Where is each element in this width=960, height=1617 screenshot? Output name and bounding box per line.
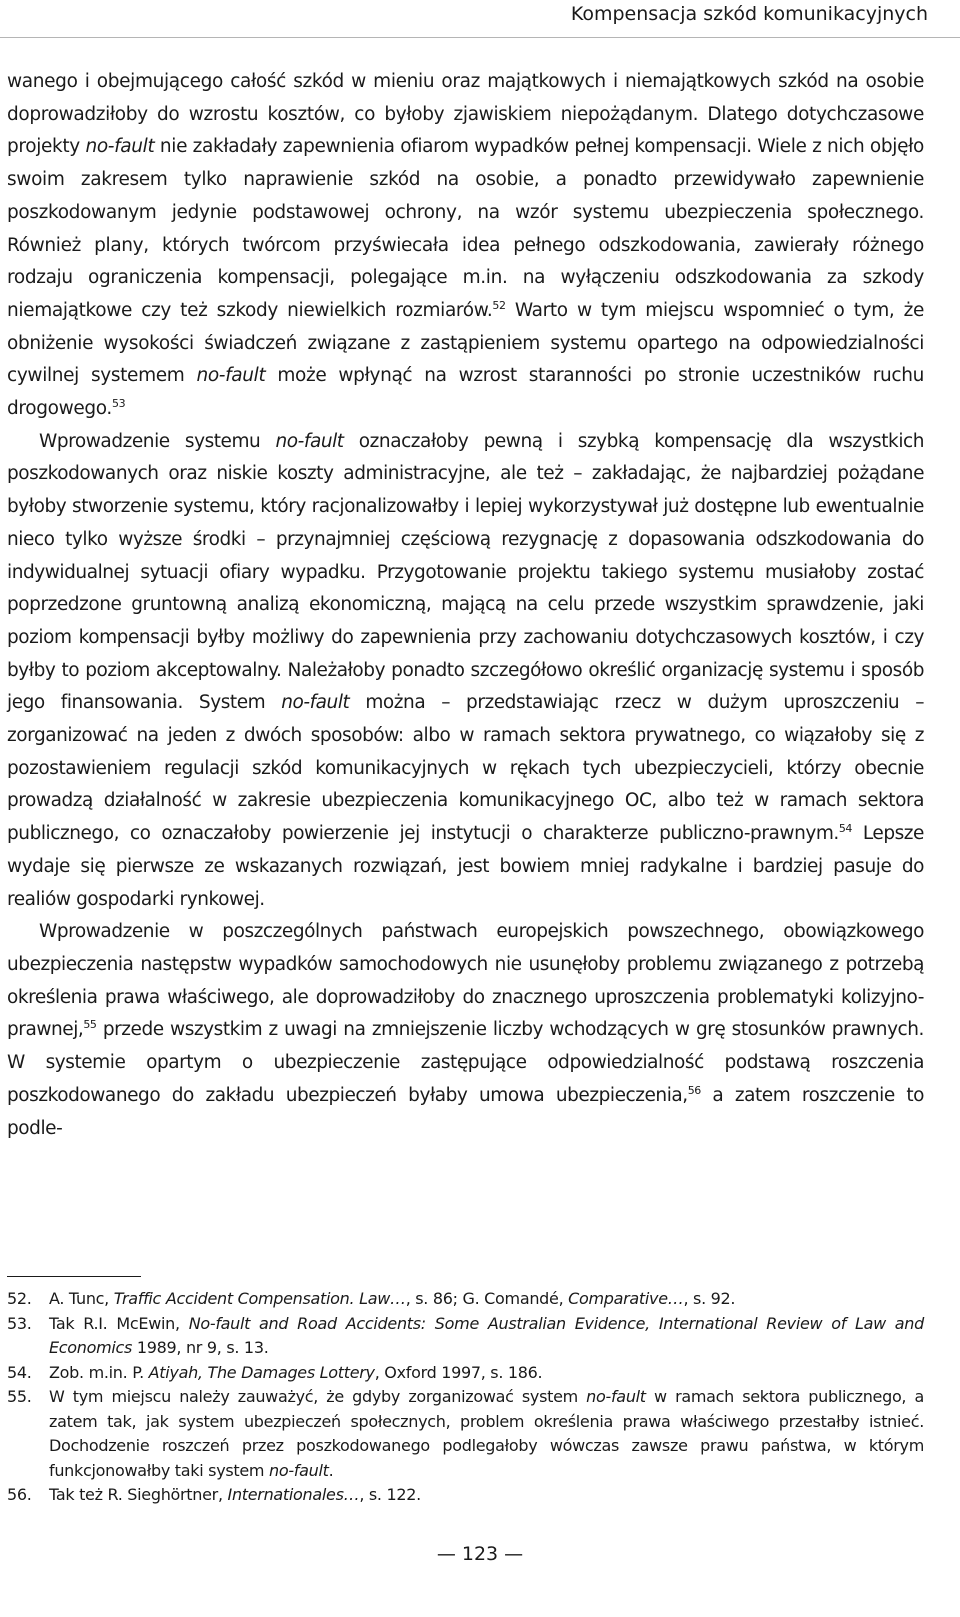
italic-text: no-fault [586, 1387, 646, 1406]
footnote [7, 1385, 924, 1483]
text-run: Tak też R. Sieghörtner, [49, 1485, 228, 1504]
page-number: — 123 — [436, 1543, 524, 1565]
italic-text: no-fault [269, 1460, 329, 1480]
text-run: Warto w tym miejscu wspomnieć o tym, że obniżenie wysokości świadczeń związane z zastąpieniem systemu opartego na odpowiedzialności cywilnej systemem [7, 299, 925, 387]
text-run: Wprowadzenie systemu [39, 430, 276, 452]
main-text [7, 66, 924, 1145]
text-run: może wpłynąć na wzrost staranności po stronie uczestników ruchu drogowego. [7, 365, 924, 420]
text-run: w ramach sektora publicznego, a zatem tak, jak system ubezpieczeń społecznych, problem określenia prawa właściwego przestałby istnieć. Dochodzenie roszczeń przez poszkodowanego podlegałoby wówczas zawsze prawu państwa, w którym funkcjonowałby taki system [49, 1387, 924, 1480]
text-run: , s. 92. [683, 1289, 736, 1308]
text-run: . [328, 1460, 334, 1480]
footnote [7, 1312, 924, 1361]
footnote-separator [7, 1276, 141, 1277]
footnote-reference: 54 [838, 822, 852, 836]
text-run: W tym miejscu należy zauważyć, że gdyby zorganizować system [49, 1387, 587, 1406]
text-run: nie zakładały zapewnienia ofiarom wypadków pełnej kompensacji. Wiele z nich objęło swoim zakresem tylko naprawienie szkód na osobie, a ponadto przewidywało zapewnienie poszkodowanym jedynie podstawowej ochrony, na wzór systemu ubezpieczenia społecznego. Również plany, których twórcom przyświecała idea pełnego odszkodowania, zawierały różnego rodzaju ograniczenia kompensacji, polegające m.in. na wyłączeniu odszkodowania za szkody niemajątkowe czy też szkody niewielkich rozmiarów. [7, 136, 924, 321]
footnote-reference: 53 [111, 397, 126, 411]
text-run: Tak R.I. McEwin, [49, 1313, 189, 1333]
italic-text: no-fault [281, 692, 350, 714]
footnote-text [49, 1361, 924, 1386]
text-run: Zob. m.in. P. [49, 1362, 149, 1382]
footnote-number: 55. [7, 1387, 32, 1406]
italic-text: Traffic Accident Compensation. Law… [113, 1289, 406, 1308]
header-rule [0, 37, 960, 38]
text-run: Lepsze wydaje się pierwsze ze wskazanych rozwiązań, jest bowiem mniej radykalne i bardziej pasuje do realiów gospodarki rynkowej. [7, 823, 924, 910]
footnote-number: 52. [7, 1289, 32, 1308]
footnote-number: 53. [7, 1313, 32, 1333]
footnote-number: 54. [7, 1362, 32, 1382]
italic-text: no-fault [196, 365, 266, 387]
paragraph [7, 426, 924, 917]
italic-text: Internationales… [227, 1485, 360, 1504]
italic-text: no-fault [85, 136, 155, 158]
paragraph [7, 916, 924, 1145]
text-run: , s. 122. [359, 1485, 421, 1504]
footnote-text [49, 1287, 924, 1312]
italic-text: no-fault [275, 430, 344, 452]
italic-text: Comparative… [568, 1289, 684, 1308]
text-run: Wprowadzenie w poszczególnych państwach europejskich powszechnego, obowiązkowego ubezpieczenia następstw wypadków samochodowych nie usunęłoby problemu związanego z potrzebą określenia prawa właściwego, ale doprowadziłoby do znacznego uproszczenia problematyki kolizyjno-prawnej, [7, 921, 924, 1041]
footnote [7, 1483, 924, 1508]
text-run: wanego i obejmującego całość szkód w mieniu oraz majątkowych i niemajątkowych szkód na osobie doprowadziłoby do wzrostu kosztów, co byłoby zjawiskiem niepożądanym. Dlatego dotychczasowe projekty [7, 71, 924, 158]
footnote-text [49, 1385, 924, 1483]
footnote-number: 56. [7, 1485, 32, 1504]
paragraph [7, 66, 924, 426]
italic-text: No-fault and Road Accidents: Some Australian Evidence, International Review of Law and Economics [49, 1313, 925, 1357]
footnotes [7, 1287, 924, 1508]
text-run: , s. 86; G. Comandé, [405, 1289, 569, 1308]
text-run: A. Tunc, [49, 1289, 114, 1308]
text-run: przede wszystkim z uwagi na zmniejszenie liczby wchodzących w grę stosunków prawnych. W systemie opartym o ubezpieczenie zastępujące odpowiedzialność podstawą roszczenia poszkodowanego do zakładu ubezpieczeń byłaby umowa ubezpieczenia, [7, 1019, 924, 1106]
italic-text: Atiyah, The Damages Lottery [148, 1362, 375, 1382]
text-run: 1989, nr 9, s. 13. [132, 1338, 269, 1357]
text-run: , Oxford 1997, s. 186. [374, 1362, 543, 1382]
text-run: oznaczałoby pewną i szybką kompensację dla wszystkich poszkodowanych oraz niskie koszty administracyjne, ale też – zakładając, że najbardziej pożądane byłoby stworzenie systemu, który racjonalizowałby i lepiej wykorzystywał już dostępne lub ewentualnie nieco tylko wyższe środki – przynajmniej częściową rezygnację z dopasowania odszkodowania do indywidualnej sytuacji ofiary wypadku. Przygotowanie projektu takiego systemu musiałoby zostać poprzedzone gruntowną analizą ekonomiczną, mającą na celu przede wszystkim sprawdzenie, jaki poziom kompensacji byłby możliwy do zapewnienia przy zachowaniu dotychczasowych kosztów, i czy byłby to poziom akceptowalny. Należałoby ponadto szczegółowo określić organizację systemu i sposób jego finansowania. System [7, 430, 925, 714]
footnote-reference: 52 [492, 298, 506, 312]
text-run: a zatem roszczenie to podle- [7, 1084, 924, 1139]
text-run: można – przedstawiając rzecz w dużym uproszczeniu – zorganizować na jeden z dwóch sposobów: albo w ramach sektora prywatnego, co wiązałoby się z pozostawieniem regulacji szkód komunikacyjnych w rękach tych ubezpieczycieli, którzy obecnie prowadzą działalność w zakresie ubezpieczenia komunikacyjnego OC, albo też w ramach sektora publicznego, co oznaczałoby powierzenie jej instytucji o charakterze publiczno-prawnym. [7, 692, 925, 845]
running-head: Kompensacja szkód komunikacyjnych [570, 3, 928, 25]
footnote [7, 1361, 924, 1386]
footnote-reference: 55 [83, 1018, 97, 1032]
footnote-text [49, 1483, 924, 1508]
footnote [7, 1287, 924, 1312]
footnote-text [49, 1312, 924, 1361]
footnote-reference: 56 [687, 1083, 701, 1097]
